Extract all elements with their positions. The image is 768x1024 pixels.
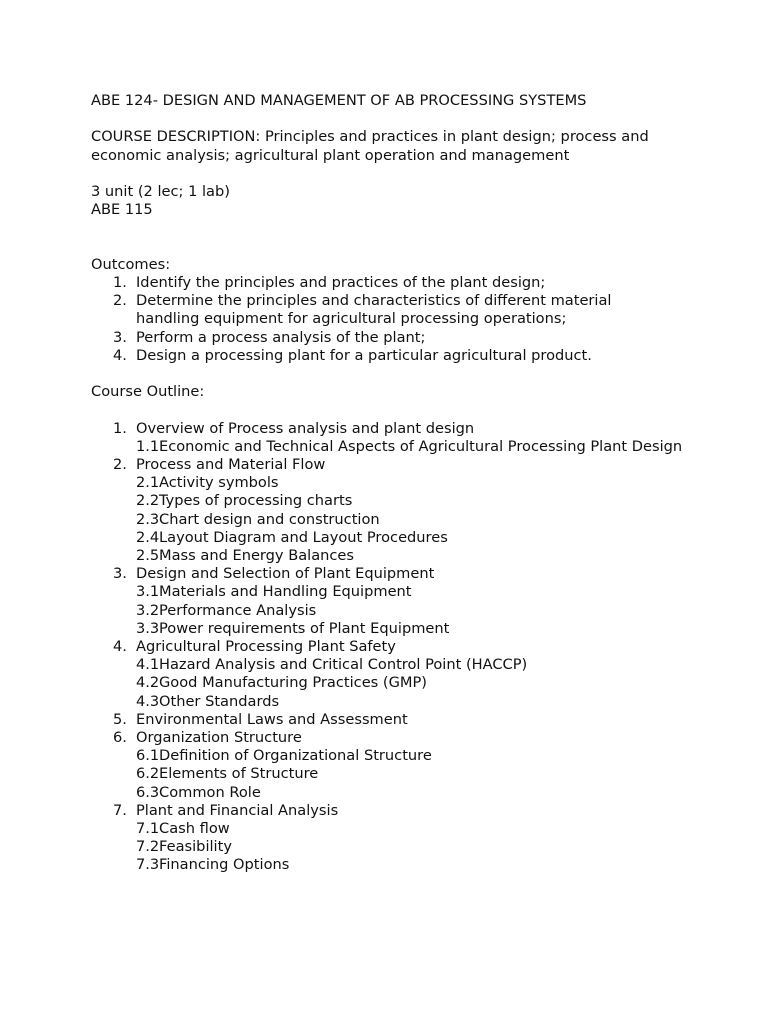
outline-subtopic: [91, 511, 691, 529]
outline-subtopic: [91, 474, 691, 492]
outline-subtopic-number: 2.5: [136, 547, 160, 564]
outline-topic: Environmental Laws and Assessment: [136, 710, 408, 728]
outline-subtopic-label: Cash flow: [159, 820, 230, 838]
outline-number: 5.: [113, 710, 127, 728]
outcome-text: handling equipment for agricultural processing operations;: [136, 310, 567, 328]
outline-subtopic: [91, 602, 691, 620]
outline-subtopic: [91, 674, 691, 692]
outline-item: [91, 802, 691, 875]
outline-subtopic-label: Other Standards: [159, 692, 280, 710]
outline-item: [91, 711, 691, 729]
outline-subtopic-label: Materials and Handling Equipment: [159, 583, 412, 601]
course-description-line-1: COURSE DESCRIPTION: Principles and practices in plant design; process and: [91, 128, 649, 146]
outline-subtopic-number: 2.1: [136, 474, 160, 492]
outline-subtopic-number: 7.3: [136, 856, 160, 874]
outline-subtopic-number: 1.1: [136, 437, 160, 455]
course-outline-list: [91, 420, 691, 875]
outline-subtopic-list: [91, 583, 691, 638]
outline-subtopic-list: [91, 820, 691, 875]
outline-subtopic: [91, 856, 691, 874]
outline-subtopic: [91, 547, 691, 565]
outline-subtopic: [91, 529, 691, 547]
outline-item: [91, 729, 691, 802]
outline-subtopic-number: 3.2: [136, 601, 160, 619]
spacer: [91, 365, 691, 383]
outline-subtopic: [91, 747, 691, 765]
outline-subtopic: [91, 492, 691, 510]
outcome-number: 4.: [113, 346, 127, 364]
outcomes-list: [91, 274, 691, 365]
outline-subtopic: [91, 765, 691, 783]
outline-subtopic-label: Types of processing charts: [159, 492, 353, 510]
outline-subtopic-number: 6.1: [136, 747, 160, 765]
outline-item: [91, 565, 691, 638]
outline-subtopic-label: Mass and Energy Balances: [159, 547, 355, 564]
course-units: 3 unit (2 lec; 1 lab): [91, 182, 230, 200]
outline-subtopic-number: 4.1: [136, 656, 160, 674]
outline-subtopic-label: Hazard Analysis and Critical Control Point (HACCP): [159, 656, 528, 674]
outline-subtopic-number: 2.3: [136, 510, 160, 528]
outline-subtopic-label: Chart design and construction: [159, 510, 380, 528]
outline-subtopic-list: [91, 438, 691, 456]
outline-topic: Overview of Process analysis and plant design: [136, 419, 475, 437]
outcome-item: [91, 292, 691, 328]
outcome-item: [91, 347, 691, 365]
outline-subtopic: [91, 656, 691, 674]
outline-subtopic-number: 7.2: [136, 838, 160, 856]
outline-subtopic-number: 2.2: [136, 492, 160, 510]
outline-subtopic-number: 4.2: [136, 674, 160, 692]
outline-subtopic: [91, 620, 691, 638]
outline-topic: Process and Material Flow: [136, 455, 326, 473]
outcome-text: Determine the principles and characteristics of different material: [136, 292, 612, 310]
outline-item: [91, 638, 691, 711]
outline-subtopic-number: 4.3: [136, 692, 160, 710]
outcome-text: Identify the principles and practices of the plant design;: [136, 273, 546, 291]
outline-subtopic-number: 7.1: [136, 820, 160, 838]
outline-subtopic-label: Good Manufacturing Practices (GMP): [159, 674, 428, 692]
outcome-number: 1.: [113, 273, 127, 291]
outline-subtopic-label: Financing Options: [159, 856, 290, 874]
outline-subtopic-list: [91, 747, 691, 802]
outline-topic: Agricultural Processing Plant Safety: [136, 638, 396, 656]
course-prerequisite: ABE 115: [91, 201, 153, 219]
outline-subtopic: [91, 438, 691, 456]
outline-subtopic-list: [91, 656, 691, 711]
outline-subtopic: [91, 838, 691, 856]
outline-subtopic-number: 2.4: [136, 528, 160, 546]
outline-number: 2.: [113, 455, 127, 473]
outline-topic: Design and Selection of Plant Equipment: [136, 565, 435, 583]
spacer: [91, 401, 691, 419]
outline-item: [91, 456, 691, 565]
outline-number: 3.: [113, 565, 127, 583]
outline-subtopic-label: Common Role: [159, 783, 261, 801]
outline-subtopic-number: 3.3: [136, 619, 160, 637]
outline-subtopic-label: Feasibility: [159, 838, 232, 856]
outline-subtopic-label: Activity symbols: [159, 474, 279, 492]
outline-item: [91, 420, 691, 456]
outline-number: 6.: [113, 729, 127, 747]
outline-number: 7.: [113, 801, 127, 819]
outline-subtopic-label: Performance Analysis: [159, 601, 317, 619]
course-title: ABE 124- DESIGN AND MANAGEMENT OF AB PROCESSING SYSTEMS: [91, 92, 587, 109]
outline-subtopic-label: Elements of Structure: [159, 765, 319, 783]
outline-subtopic: [91, 820, 691, 838]
outcome-text: Design a processing plant for a particular agricultural product.: [136, 346, 592, 364]
outline-topic: Plant and Financial Analysis: [136, 801, 339, 819]
outcome-item: [91, 329, 691, 347]
outline-subtopic-number: 3.1: [136, 583, 160, 601]
outcomes-heading: Outcomes:: [91, 255, 171, 273]
spacer: [91, 219, 691, 255]
outline-subtopic: [91, 693, 691, 711]
outline-subtopic-label: Layout Diagram and Layout Procedures: [159, 528, 448, 546]
document-body: [91, 92, 691, 875]
outline-subtopic: [91, 784, 691, 802]
course-outline-heading: Course Outline:: [91, 383, 205, 401]
outline-subtopic-number: 6.2: [136, 765, 160, 783]
outcome-item: [91, 274, 691, 292]
spacer: [91, 110, 691, 128]
outcome-text: Perform a process analysis of the plant;: [136, 328, 426, 346]
spacer: [91, 165, 691, 183]
outline-number: 1.: [113, 419, 127, 437]
outcome-number: 3.: [113, 328, 127, 346]
outline-subtopic-label: Economic and Technical Aspects of Agricultural Processing Plant Design: [159, 437, 683, 455]
outline-subtopic-label: Power requirements of Plant Equipment: [159, 619, 450, 637]
outline-topic: Organization Structure: [136, 729, 302, 747]
outline-number: 4.: [113, 638, 127, 656]
outline-subtopic-list: [91, 474, 691, 565]
outline-subtopic-label: Definition of Organizational Structure: [159, 747, 432, 765]
outline-subtopic-number: 6.3: [136, 783, 160, 801]
course-description-line-2: economic analysis; agricultural plant operation and management: [91, 146, 570, 164]
outcome-number: 2.: [113, 292, 127, 310]
outline-subtopic: [91, 583, 691, 601]
